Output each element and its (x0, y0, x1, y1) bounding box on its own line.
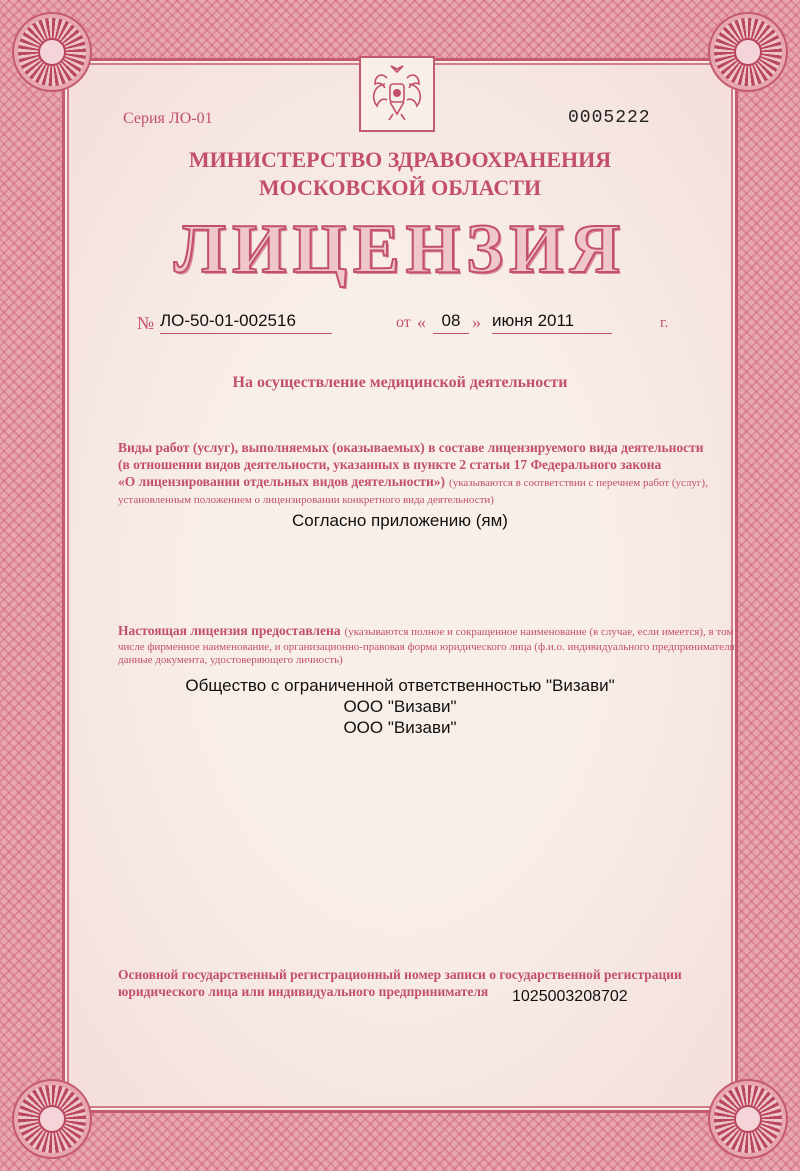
license-day: 08 (433, 311, 469, 334)
works-line-3-small: (указываются в соответствии с перечнем работ (услуг), (449, 477, 708, 489)
works-line-1: Виды работ (услуг), выполняемых (оказываемых) в составе лицензируемого вида деятельности (118, 440, 704, 455)
corner-rosette-top-right (714, 18, 782, 86)
russian-coat-of-arms-icon (359, 56, 435, 132)
ministry-line-1: МИНИСТЕРСТВО ЗДРАВООХРАНЕНИЯ (188, 147, 612, 172)
open-quote: « (417, 312, 426, 332)
from-label: от (396, 314, 411, 331)
licensee-short-name: ООО "Визави" (343, 697, 457, 716)
provided-lead-small: (указываются полное и сокращенное наименование (в случае, если имеется), в том (344, 626, 734, 638)
serial-number: 0005222 (568, 108, 651, 128)
close-quote: » (472, 312, 481, 332)
licensee-full-name: Общество с ограниченной ответственностью "Визави" (185, 676, 615, 695)
license-month-year: июня 2011 (492, 311, 612, 334)
provided-line-2: числе фирменное наименование, и организационно-правовая форма юридического лица (ф.и.о. индивидуального предпринимателя, (118, 641, 738, 653)
license-number: ЛО-50-01-002516 (160, 311, 332, 334)
ministry-name (0, 146, 800, 202)
ogrn-line-1: Основной государственный регистрационный номер записи о государственной регистрации (118, 967, 682, 982)
document-title: ЛИЦЕНЗИЯ (173, 211, 627, 288)
licensee-description (118, 622, 738, 667)
ogrn-line-2: юридического лица или индивидуального предпринимателя (118, 984, 489, 999)
provided-line-3: данные документа, удостоверяющего личность) (118, 654, 343, 666)
ogrn-number: 1025003208702 (512, 988, 628, 1005)
corner-rosette-bottom-left (18, 1085, 86, 1153)
works-description (118, 439, 708, 509)
provided-lead-bold: Настоящая лицензия предоставлена (118, 623, 341, 638)
activity-type: На осуществление медицинской деятельности (232, 374, 568, 391)
works-value: Согласно приложению (ям) (292, 511, 508, 530)
corner-rosette-bottom-right (714, 1085, 782, 1153)
works-line-4: установленным положением о лицензировании конкретного вида деятельности) (118, 494, 494, 506)
number-sign: № (137, 313, 155, 333)
licensee-name (0, 675, 800, 738)
corner-rosette-top-left (18, 18, 86, 86)
works-line-3-bold: «О лицензировании отдельных видов деятельности») (118, 474, 446, 489)
ministry-line-2: МОСКОВСКОЙ ОБЛАСТИ (258, 175, 542, 200)
series-label: Серия ЛО-01 (123, 110, 213, 127)
works-line-2: (в отношении видов деятельности, указанных в пункте 2 статьи 17 Федерального закона (118, 457, 662, 472)
year-suffix: г. (660, 315, 669, 331)
licensee-brand-name: ООО "Визави" (343, 718, 457, 737)
